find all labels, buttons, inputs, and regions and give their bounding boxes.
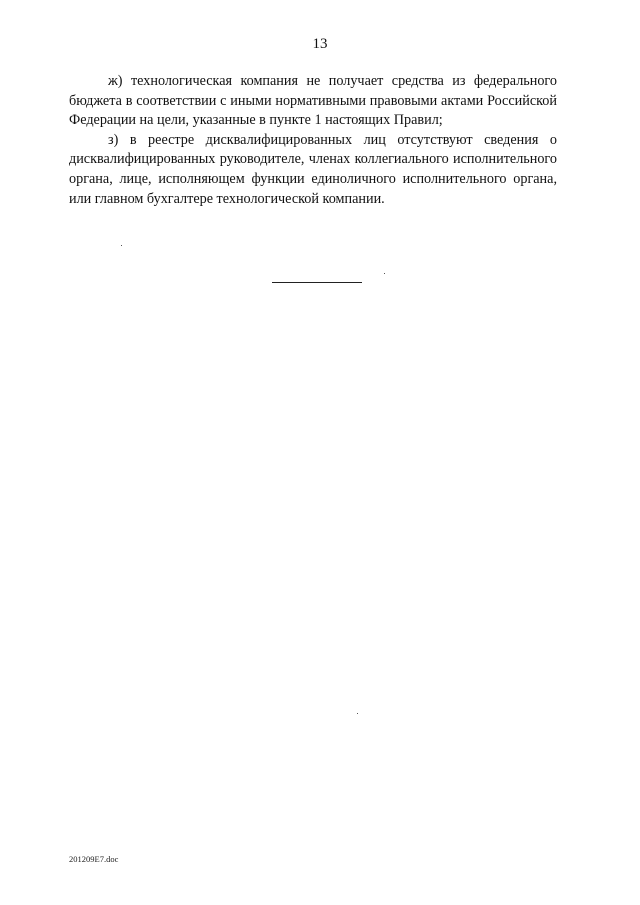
scan-speck <box>357 713 358 714</box>
document-body <box>69 72 557 209</box>
paragraph-zh: ж) технологическая компания не получает средства из федерального бюджета в соответствии с иными нормативными правовыми актами Российской Федерации на цели, указанные в пункте 1 настоящих Правил; <box>69 73 557 129</box>
paragraph-z: з) в реестре дисквалифицированных лиц отсутствуют сведения о дисквалифицированных руководителе, членах коллегиального исполнительного органа, лице, исполняющем функции единоличного исполнительного органа, или главном бухгалтере технологической компании. <box>69 131 557 207</box>
footer-file-code: 201209E7.doc <box>69 854 119 864</box>
closing-divider-line <box>272 282 362 283</box>
scan-speck <box>384 273 385 274</box>
page-number: 13 <box>312 36 328 52</box>
scan-speck <box>121 245 122 246</box>
